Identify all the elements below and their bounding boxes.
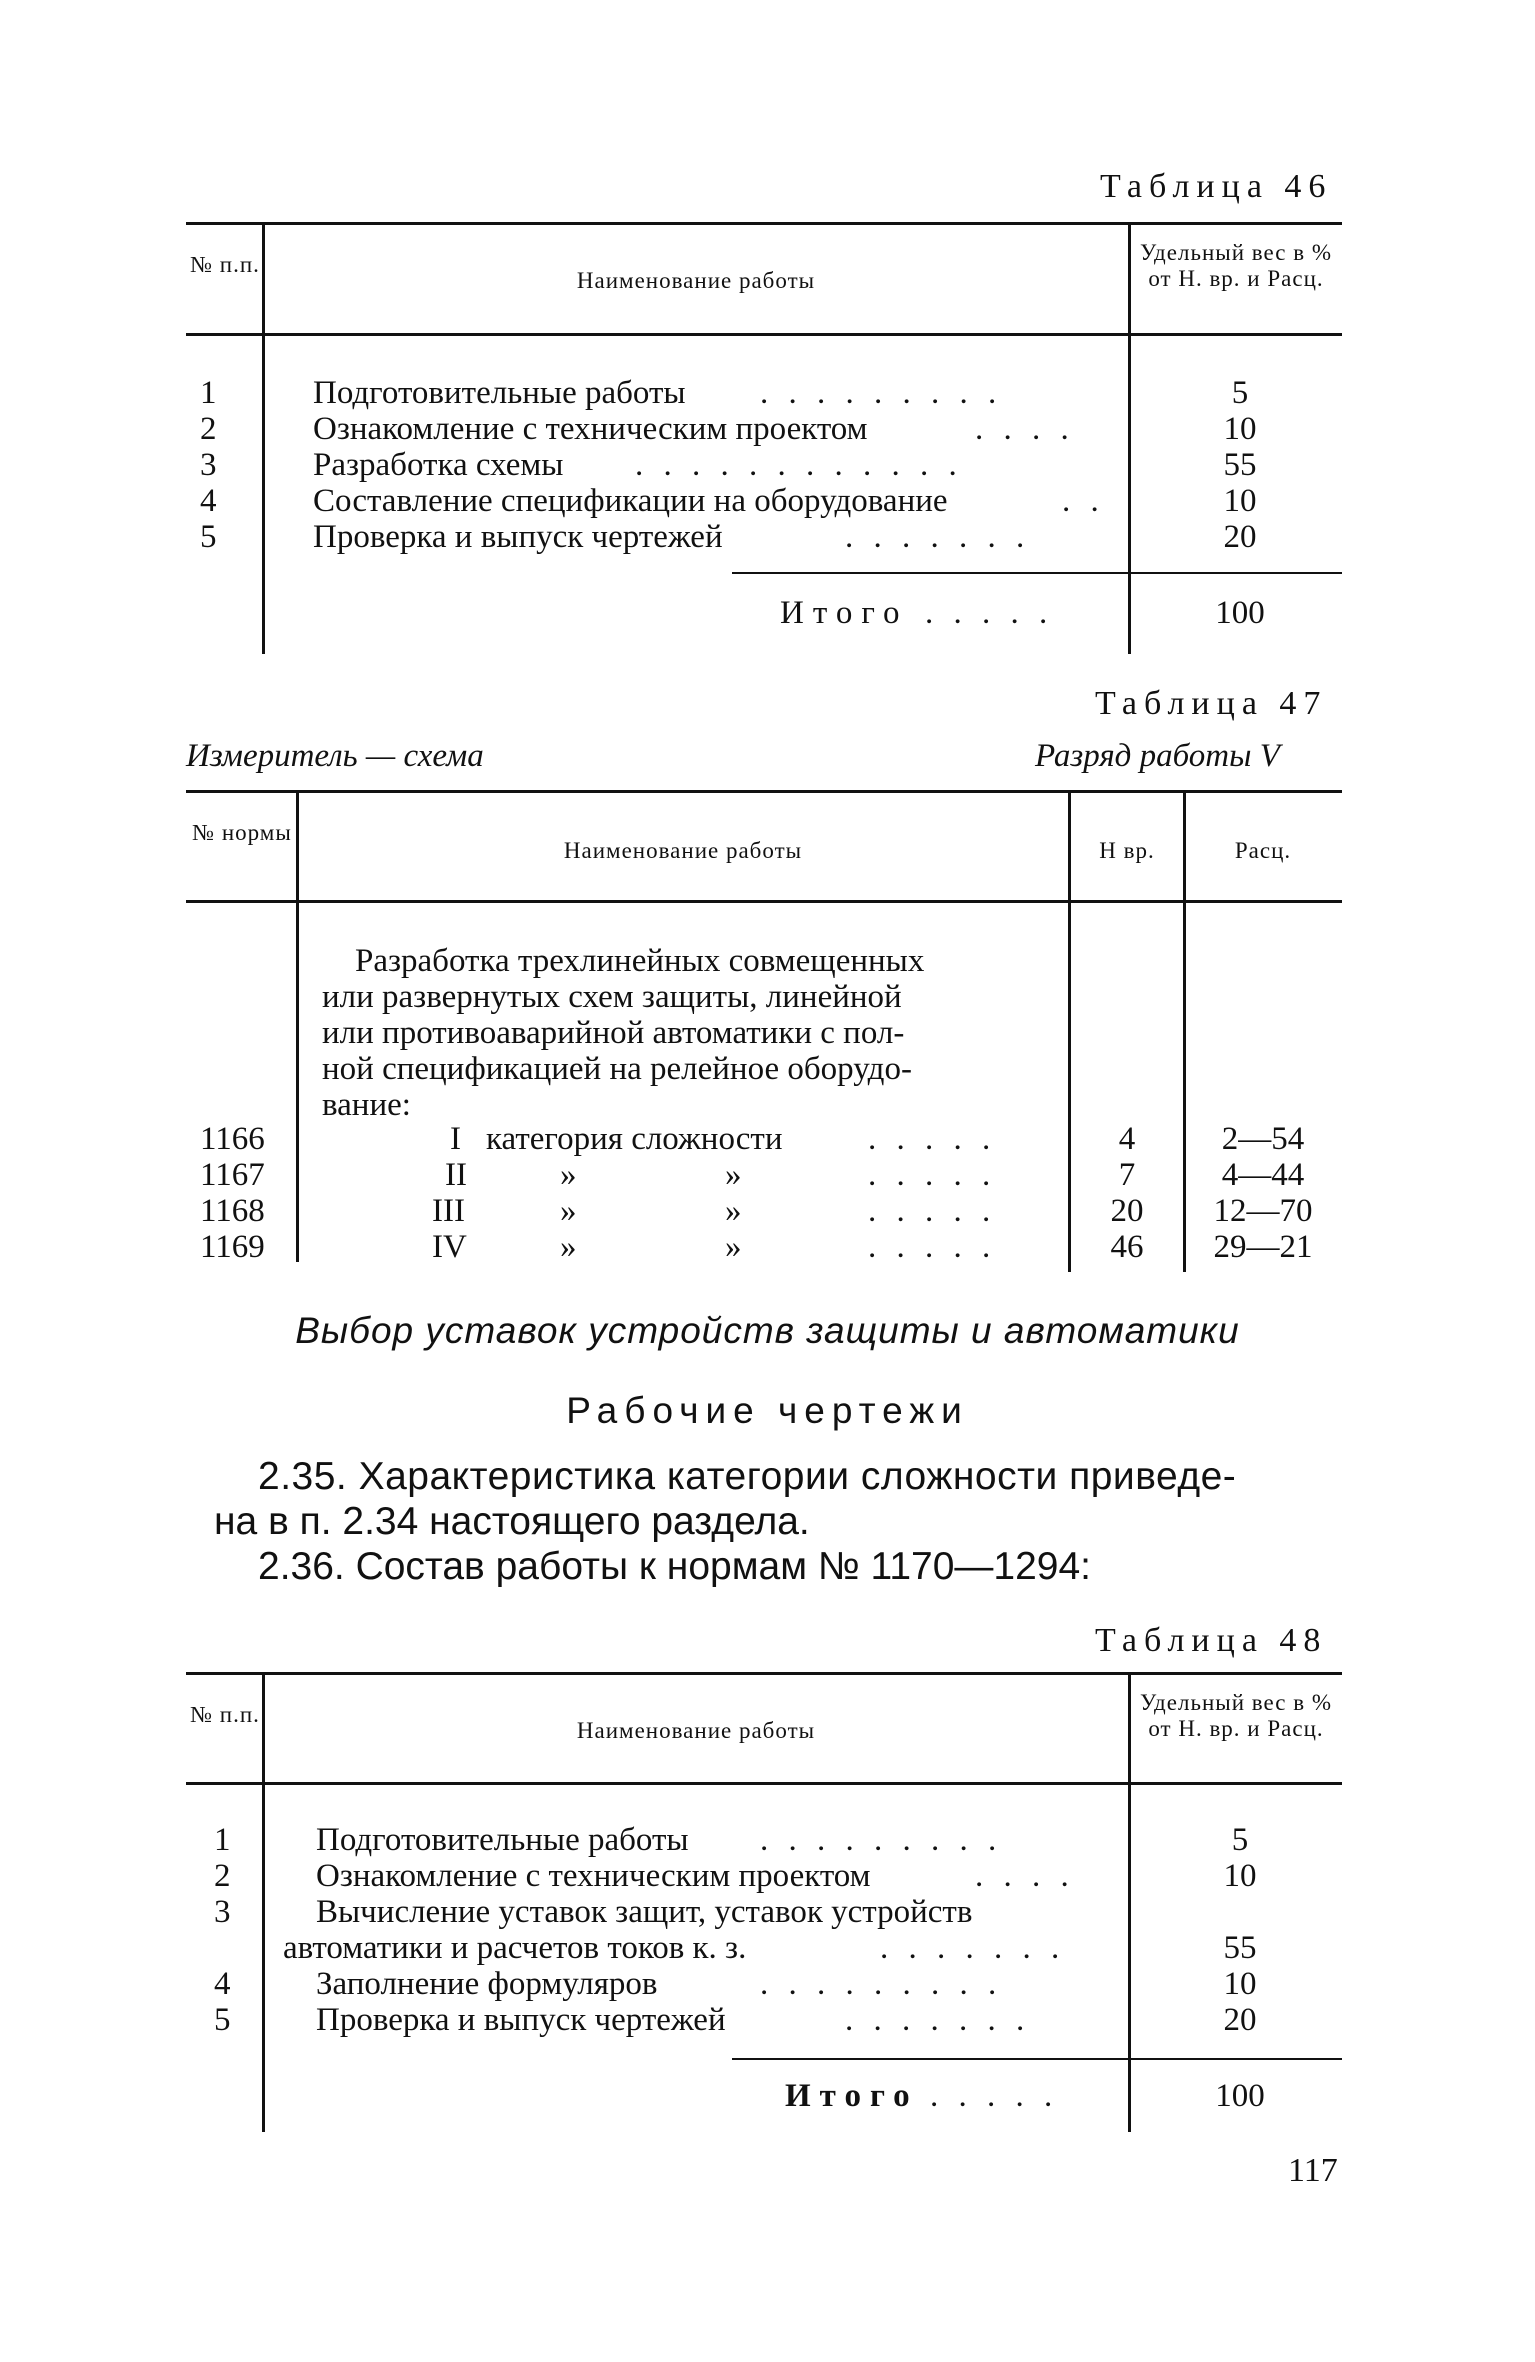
table48-row-dots: . . . . . . . <box>880 1930 1066 1966</box>
table47-row-dots: . . . . . <box>868 1229 997 1265</box>
table48-row-num: 5 <box>214 2002 231 2038</box>
table48-row-dots: . . . . . . . . . <box>760 1822 1003 1858</box>
table46-row-value: 20 <box>1223 519 1257 555</box>
table46-row-value: 10 <box>1223 411 1257 447</box>
table48-row-name: Подготовительные работы <box>316 1822 689 1858</box>
table46-row-num: 5 <box>200 519 217 555</box>
table46-head-name: Наименование работы <box>576 268 816 293</box>
table46-row-num: 4 <box>200 483 217 519</box>
table46-head-num: № п.п. <box>190 252 260 277</box>
table47-row-num: 1166 <box>200 1121 265 1157</box>
table47-header-rule <box>186 900 1342 903</box>
table46-caption: Таблица 46 <box>1100 168 1333 205</box>
table46-row-num: 1 <box>200 375 217 411</box>
table48-row-dots: . . . . <box>975 1858 1075 1894</box>
table46-header-rule <box>186 333 1342 336</box>
table48-row-num: 3 <box>214 1894 231 1930</box>
table48-row-name: Ознакомление с техническим проектом <box>316 1858 871 1894</box>
table48-top-rule <box>186 1672 1342 1675</box>
table46-row-value: 10 <box>1223 483 1257 519</box>
table46-total-rule <box>732 572 1342 574</box>
table47-head-price: Расц. <box>1234 838 1292 863</box>
table47-row-num: 1169 <box>200 1229 265 1265</box>
table47-top-rule <box>186 790 1342 793</box>
table47-col-divider-3 <box>1183 792 1186 1272</box>
table47-row-dots: . . . . . <box>868 1157 997 1193</box>
table47-measure-note: Измеритель — схема <box>186 738 484 774</box>
table48-row-name: Заполнение формуляров <box>316 1966 658 2002</box>
table47-row-price: 2—54 <box>1221 1121 1305 1157</box>
table47-row-dots: . . . . . <box>868 1121 997 1157</box>
table46-total-value: 100 <box>1215 595 1265 631</box>
paragraph-2-35-line2: на в п. 2.34 настоящего раздела. <box>214 1500 810 1543</box>
table47-row-price: 29—21 <box>1213 1229 1313 1265</box>
table46-row-value: 55 <box>1223 447 1257 483</box>
table47-row-ditto: » <box>560 1157 577 1193</box>
table48-col-divider-2 <box>1128 1674 1131 2132</box>
table48-row-value: 10 <box>1223 1966 1257 2002</box>
table48-row-name: Вычисление уставок защит, уставок устройств <box>316 1894 973 1930</box>
table46-total-dots: . . . . . <box>925 595 1054 631</box>
table48-row-dots: . . . . . . . . . <box>760 1966 1003 2002</box>
table46-row-value: 5 <box>1231 375 1249 411</box>
table48-header-rule <box>186 1782 1342 1785</box>
page-number: 117 <box>1288 2152 1338 2189</box>
table48-head-num: № п.п. <box>190 1702 260 1727</box>
table47-description-line: или развернутых схем защиты, линейной <box>322 979 902 1015</box>
table48-row-name: Проверка и выпуск чертежей <box>316 2002 726 2038</box>
table46-row-num: 3 <box>200 447 217 483</box>
table46-row-num: 2 <box>200 411 217 447</box>
table48-row-value: 5 <box>1231 1822 1249 1858</box>
table48-head-name: Наименование работы <box>576 1718 816 1743</box>
table46-col-divider-1 <box>262 224 265 654</box>
table47-row-category: I <box>450 1121 461 1157</box>
table47-row-time: 7 <box>1118 1157 1136 1193</box>
paragraph-2-35-line1: 2.35. Характеристика категории сложности приведе- <box>258 1455 1237 1498</box>
paragraph-2-36: 2.36. Состав работы к нормам № 1170—1294: <box>258 1545 1091 1588</box>
table47-row-time: 4 <box>1118 1121 1136 1157</box>
table47-description-line: вание: <box>322 1087 411 1123</box>
table48-col-divider-1 <box>262 1674 265 2132</box>
table48-total-rule <box>732 2058 1342 2060</box>
table46-row-name: Разработка схемы <box>313 447 564 483</box>
table48-total-dots: . . . . . <box>930 2078 1059 2114</box>
table46-row-dots: . . . . . . . . . . . . <box>635 447 963 483</box>
table47-row-price: 12—70 <box>1213 1193 1313 1229</box>
table47-row-ditto: » <box>725 1193 742 1229</box>
table48-row-num: 4 <box>214 1966 231 2002</box>
table48-caption: Таблица 48 <box>1095 1622 1328 1659</box>
table46-row-name: Составление спецификации на оборудование <box>313 483 948 519</box>
table47-row-label: категория сложности <box>486 1121 783 1157</box>
table47-row-num: 1168 <box>200 1193 265 1229</box>
table46-head-weight: Удельный вес в % от Н. вр. и Расц. <box>1140 240 1332 291</box>
table46-total-label: Итого <box>780 595 909 631</box>
table47-row-price: 4—44 <box>1221 1157 1305 1193</box>
table48-row-num: 2 <box>214 1858 231 1894</box>
table47-row-time: 46 <box>1110 1229 1144 1265</box>
table47-row-category: IV <box>432 1229 467 1265</box>
table46-row-dots: . . . . <box>975 411 1075 447</box>
table47-col-divider-1 <box>296 792 299 1262</box>
table48-total-value: 100 <box>1215 2078 1265 2114</box>
table48-row-value: 55 <box>1223 1930 1257 1966</box>
table48-head-weight: Удельный вес в % от Н. вр. и Расц. <box>1140 1690 1332 1741</box>
table47-row-ditto: » <box>560 1193 577 1229</box>
table47-row-category: III <box>432 1193 465 1229</box>
table46-row-name: Проверка и выпуск чертежей <box>313 519 723 555</box>
table47-row-category: II <box>445 1157 467 1193</box>
table47-row-time: 20 <box>1110 1193 1144 1229</box>
table48-row-value: 20 <box>1223 2002 1257 2038</box>
table47-col-divider-2 <box>1068 792 1071 1272</box>
table48-row-value: 10 <box>1223 1858 1257 1894</box>
table46-col-divider-2 <box>1128 224 1131 654</box>
table47-description-line: Разработка трехлинейных совмещенных <box>355 943 925 979</box>
section-heading: Выбор уставок устройств защиты и автоматики <box>295 1310 1240 1351</box>
table47-grade-note: Разряд работы V <box>1035 738 1280 774</box>
table47-caption: Таблица 47 <box>1095 685 1328 722</box>
table46-row-dots: . . . . . . . <box>845 519 1031 555</box>
table48-row-num: 1 <box>214 1822 231 1858</box>
table46-row-name: Подготовительные работы <box>313 375 686 411</box>
table47-head-name: Наименование работы <box>563 838 803 863</box>
table46-top-rule <box>186 222 1342 225</box>
table46-row-name: Ознакомление с техническим проектом <box>313 411 868 447</box>
table47-row-ditto: » <box>560 1229 577 1265</box>
table47-description-line: ной спецификацией на релейное оборудо- <box>322 1051 912 1087</box>
table47-row-num: 1167 <box>200 1157 265 1193</box>
table46-row-dots: . . <box>1062 483 1105 519</box>
table47-row-dots: . . . . . <box>868 1193 997 1229</box>
table48-row-dots: . . . . . . . <box>845 2002 1031 2038</box>
table47-row-ditto: » <box>725 1157 742 1193</box>
table46-row-dots: . . . . . . . . . <box>760 375 1003 411</box>
table47-row-ditto: » <box>725 1229 742 1265</box>
table48-total-label: Итого <box>785 2078 919 2114</box>
section-subheading: Рабочие чертежи <box>566 1390 969 1431</box>
table48-row-name: автоматики и расчетов токов к. з. <box>283 1930 747 1966</box>
table47-head-time: Н вр. <box>1099 838 1155 863</box>
table47-description-line: или противоаварийной автоматики с пол- <box>322 1015 905 1051</box>
table47-head-num: № нормы <box>192 820 292 845</box>
